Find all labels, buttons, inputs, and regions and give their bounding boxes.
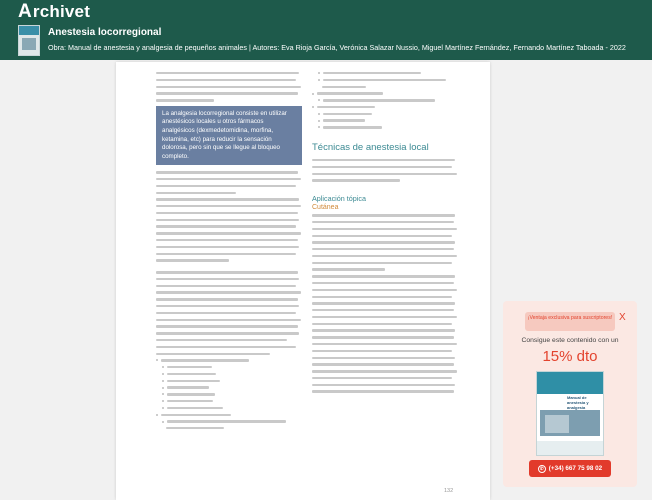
document-meta: Obra: Manual de anestesia y analgesia de pequeños animales | Autores: Eva Rioja García, Verónica Salazar Nussio, Miguel Martínez Fernández, Fernando Martínez Taboada - 2022 (48, 43, 626, 52)
section-title: Técnicas de anestesia local (312, 142, 429, 154)
book-thumbnail (18, 25, 40, 56)
page-number: 132 (444, 488, 454, 494)
subsection-title: Aplicación tópica (312, 194, 366, 204)
page-column-left (156, 72, 302, 434)
app-header (0, 0, 652, 60)
whatsapp-button[interactable] (529, 460, 611, 477)
logo-text: rchivet (32, 2, 91, 21)
logo-initial: A (18, 1, 32, 22)
promo-popup (503, 301, 637, 487)
page-column-right (312, 72, 458, 397)
whatsapp-icon: ✆ (538, 465, 546, 473)
promo-text: Consigue este contenido con un (521, 337, 619, 344)
promo-discount: 15% dto (542, 348, 598, 365)
book-cover-title: Manual de anestesia y analgesia (567, 395, 589, 410)
archivet-logo[interactable] (18, 1, 90, 23)
book-cover[interactable] (536, 371, 604, 456)
close-icon[interactable]: X (619, 312, 626, 323)
whatsapp-phone: (+34) 667 75 98 02 (548, 465, 603, 472)
document-page (116, 62, 490, 500)
document-title: Anestesia locorregional (48, 27, 162, 38)
promo-badge: ¡Ventaja exclusiva para suscriptores! (525, 312, 615, 331)
callout-box: La analgesia locorregional consiste en utilizar anestésicos locales u otros fármacos analgésicos (dexmedetomidina, morfina, ketamina, etc) para reducir la sensación dolorosa, pero sin que se llegue al bloqueo completo. (156, 106, 302, 165)
subsubsection-title: Cutánea (312, 204, 339, 212)
